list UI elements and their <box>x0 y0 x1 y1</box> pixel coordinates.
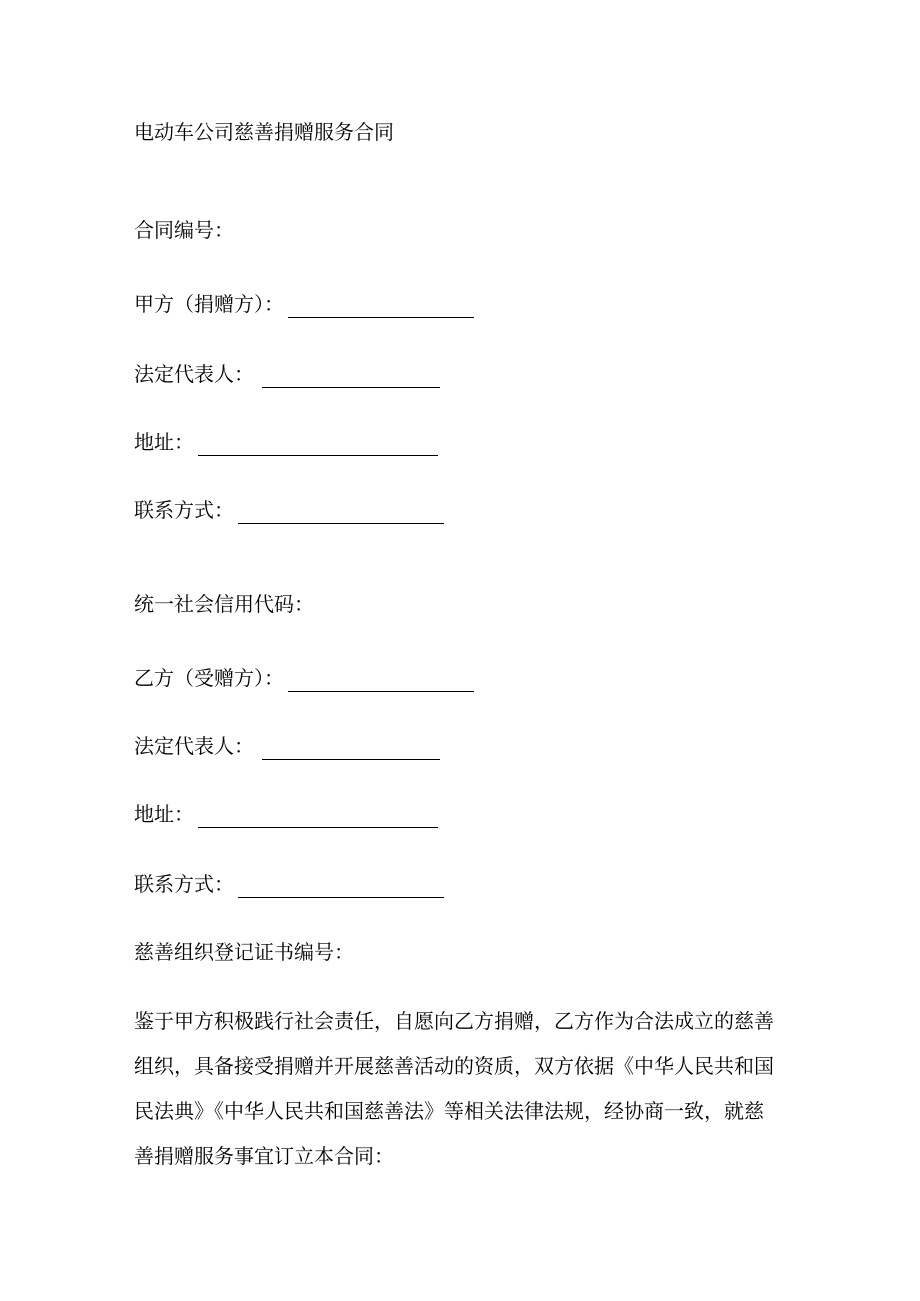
party-b-line: 乙方（受赠方）： <box>134 664 474 692</box>
party-b-blank[interactable] <box>288 671 474 692</box>
party-b-rep-blank[interactable] <box>262 739 440 760</box>
contract-number-line: 合同编号： <box>134 218 234 242</box>
party-b-contact-blank[interactable] <box>238 877 444 898</box>
credit-code-line: 统一社会信用代码： <box>134 592 314 616</box>
preamble-paragraph <box>134 1004 784 1184</box>
preamble-line: 善捐赠服务事宜订立本合同： <box>134 1144 394 1168</box>
party-a-line: 甲方（捐赠方）： <box>134 290 474 318</box>
party-a-address-line: 地址： <box>134 428 438 456</box>
party-a-blank[interactable] <box>288 297 474 318</box>
party-a-rep-line: 法定代表人： <box>134 360 440 388</box>
preamble-line: 民法典》《中华人民共和国慈善法》等相关法律法规，经协商一致，就慈 <box>134 1099 764 1123</box>
party-a-contact-line: 联系方式： <box>134 496 444 524</box>
party-b-address-blank[interactable] <box>198 807 438 828</box>
party-b-rep-line: 法定代表人： <box>134 732 440 760</box>
charity-cert-line: 慈善组织登记证书编号： <box>134 940 354 964</box>
party-a-contact-blank[interactable] <box>238 503 444 524</box>
document-title: 电动车公司慈善捐赠服务合同 <box>134 120 394 144</box>
party-a-address-blank[interactable] <box>198 435 438 456</box>
preamble-line: 组织，具备接受捐赠并开展慈善活动的资质，双方依据《中华人民共和国 <box>134 1054 774 1078</box>
party-b-address-line: 地址： <box>134 800 438 828</box>
preamble-line: 鉴于甲方积极践行社会责任，自愿向乙方捐赠，乙方作为合法成立的慈善 <box>134 1009 774 1033</box>
party-b-contact-line: 联系方式： <box>134 870 444 898</box>
party-a-rep-blank[interactable] <box>262 367 440 388</box>
